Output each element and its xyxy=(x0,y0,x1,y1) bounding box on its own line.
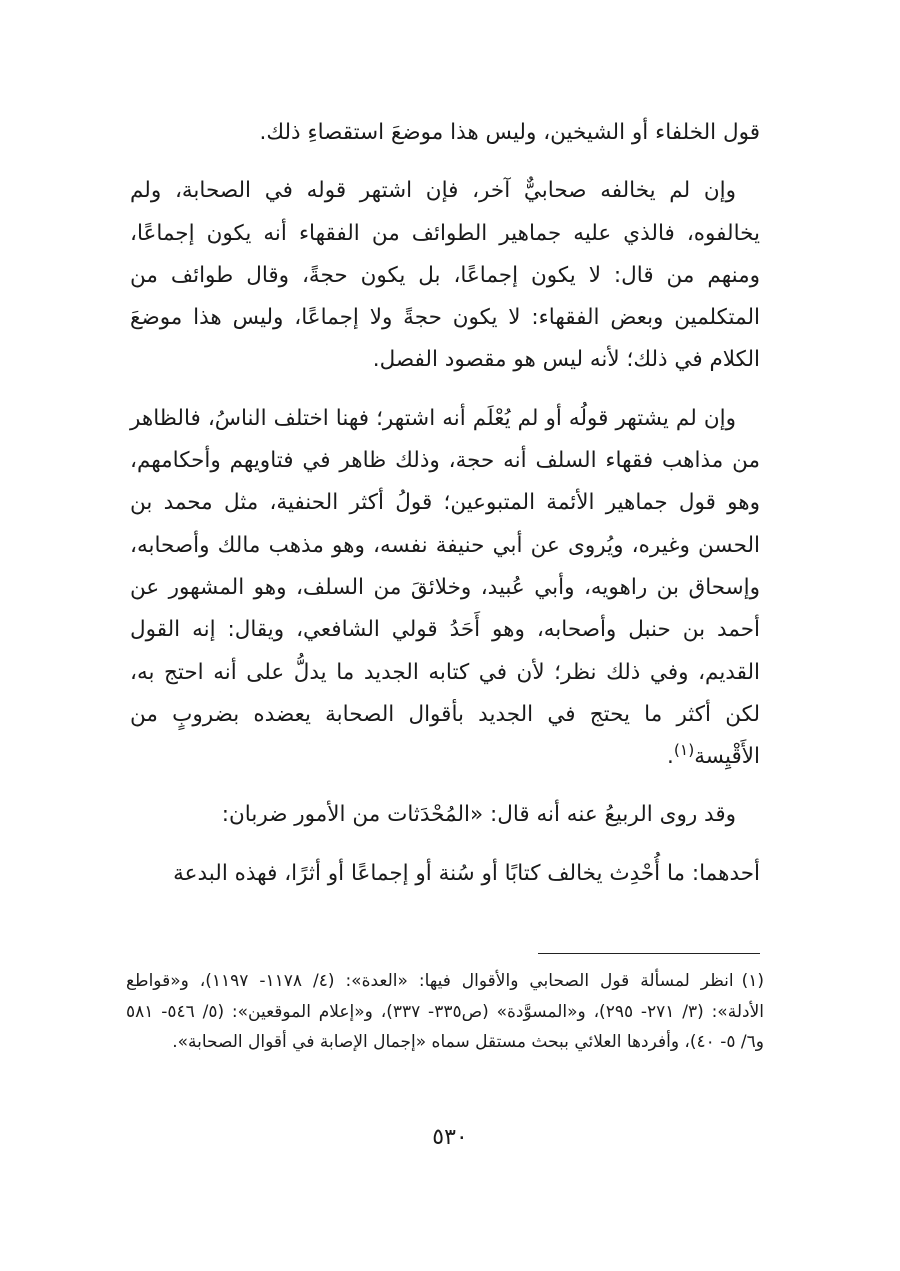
footnote-number: (١) xyxy=(741,971,765,991)
main-text xyxy=(130,112,760,895)
footnote-reference[interactable]: (١) xyxy=(673,741,695,759)
paragraph-3-text: وإن لم يشتهر قولُه أو لم يُعْلَم أنه اشتهر؛ فهنا اختلف الناسُ، فالظاهر من مذاهب فقهاء السلف أنه حجة، وذلك ظاهر في فتاويهم وأحكامهم، وهو قول جماهير الأئمة المتبوعين؛ قولُ أكثر الحنفية، مثل محمد بن الحسن وغيره، ويُروى عن أبي حنيفة نفسه، وهو مذهب مالك وأصحابه، وإسحاق بن راهويه، وأبي عُبيد، وخلائقَ من السلف، وهو المشهور عن أحمد بن حنبل وأصحابه، وهو أَحَدُ قولي الشافعي، ويقال: إنه القول القديم، وفي ذلك نظر؛ لأن في كتابه الجديد ما يدلُّ على أنه احتج به، لكن أكثر ما يحتج في الجديد بأقوال الصحابة يعضده بضروبٍ من الأَقْيِسة xyxy=(130,405,760,770)
paragraph-3-end: . xyxy=(667,744,674,770)
footnote-separator xyxy=(538,953,760,954)
footnote xyxy=(126,966,764,1058)
paragraph-5: أحدهما: ما أُحْدِث يخالف كتابًا أو سُنة أو إجماعًا أو أثرًا، فهذه البدعة xyxy=(173,860,760,886)
paragraph-4: وقد روى الربيعُ عنه أنه قال: «المُحْدَثات من الأمور ضربان: xyxy=(221,802,736,828)
paragraph-3 xyxy=(130,398,760,779)
footnote-text: انظر لمسألة قول الصحابي والأقوال فيها: «العدة»: (٤/ ١١٧٨- ١١٩٧)، و«قواطع الأدلة»: (٣/ ٢٧١- ٢٩٥)، و«المسوَّدة» (ص٣٣٥- ٣٣٧)، و«إعلام الموقعين»: (٥/ ٥٤٦- ٥٨١ و٦/ ٥- ٤٠)، وأفردها العلائي ببحث مستقل سماه «إجمال الإصابة في أقوال الصحابة». xyxy=(126,971,764,1052)
paragraph-2: وإن لم يخالفه صحابيٌّ آخر، فإن اشتهر قوله في الصحابة، ولم يخالفوه، فالذي عليه جماهير الطوائف من الفقهاء أنه يكون إجماعًا، ومنهم من قال: لا يكون إجماعًا، بل يكون حجةً، وقال طوائف من المتكلمين وبعض الفقهاء: لا يكون حجةً ولا إجماعًا، وليس هذا موضعَ الكلام في ذلك؛ لأنه ليس هو مقصود الفصل. xyxy=(130,178,760,373)
paragraph-1: قول الخلفاء أو الشيخين، وليس هذا موضعَ استقصاءِ ذلك. xyxy=(259,120,760,145)
page-number: ٥٣٠ xyxy=(432,1125,468,1150)
